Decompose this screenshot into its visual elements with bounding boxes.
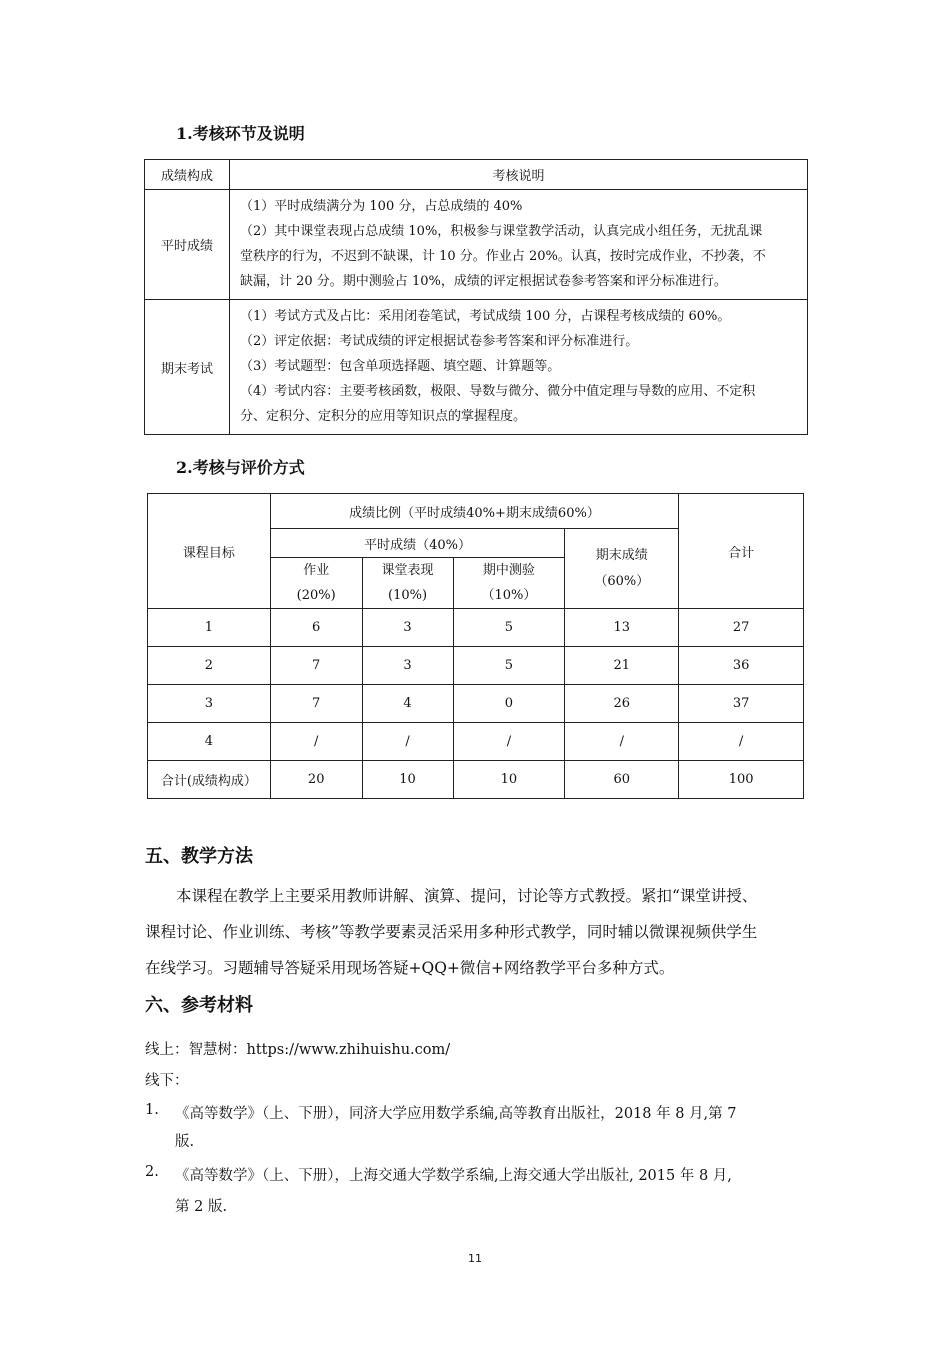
ref-number: 2. [145, 1164, 159, 1180]
header-row-1 [148, 494, 804, 529]
header-total: 合计 [679, 494, 804, 609]
cell-total: 36 [679, 647, 804, 685]
sub-pct: (20%) [296, 588, 336, 603]
header-final-pct: （60%） [594, 573, 650, 589]
row-label-usual: 平时成绩 [145, 190, 230, 300]
header-goal: 课程目标 [148, 494, 271, 609]
table-row-final [145, 300, 808, 435]
table-row [148, 685, 804, 723]
sub-name: 期中测验 [482, 563, 535, 578]
desc-line: （2）评定依据：考试成绩的评定根据试卷参考答案和评分标准进行。 [240, 334, 639, 349]
cell-goal: 3 [148, 685, 271, 723]
table-row [148, 723, 804, 761]
ref-line: 《高等数学》（上、下册），同济大学应用数学系编,高等教育出版社，2018 年 8 月,第 7 [175, 1106, 737, 1122]
header-final-name: 期末成绩 [595, 547, 648, 563]
cell-class: 3 [362, 647, 453, 685]
paragraph-line: 在线学习。习题辅导答疑采用现场答疑+QQ+微信+网络教学平台多种方式。 [145, 959, 675, 977]
section-2-title: 2.考核与评价方式 [176, 458, 305, 477]
table-header-row [145, 160, 808, 190]
table-row [148, 609, 804, 647]
cell-final: 13 [565, 609, 679, 647]
table-row [148, 647, 804, 685]
cell-final: 60 [565, 761, 679, 799]
sub-name: 课堂表现 [381, 563, 434, 578]
ref-line: 第 2 版. [175, 1199, 228, 1215]
cell-total: 27 [679, 609, 804, 647]
desc-line: （1）平时成绩满分为 100 分，占总成绩的 40% [240, 199, 523, 214]
ref-number: 1. [145, 1102, 159, 1118]
header-ratio: 成绩比例（平时成绩40%+期末成绩60%） [270, 494, 678, 529]
evaluation-table [147, 493, 804, 799]
ref-line: 《高等数学》（上、下册），上海交通大学数学系编,上海交通大学出版社, 2015 年 8 月, [175, 1168, 732, 1184]
assessment-table [144, 159, 808, 435]
cell-goal: 合计(成绩构成） [148, 761, 271, 799]
cell-homework: 6 [270, 609, 362, 647]
cell-total: 37 [679, 685, 804, 723]
desc-line: （1）考试方式及占比：采用闭卷笔试，考试成绩 100 分，占课程考核成绩的 60%。 [240, 309, 731, 324]
header-description: 考核说明 [230, 160, 808, 190]
cell-final: 26 [565, 685, 679, 723]
table-row-usual [145, 190, 808, 300]
cell-midterm: / [453, 723, 565, 761]
sub-pct: （10%） [481, 588, 537, 603]
cell-total: / [679, 723, 804, 761]
cell-total: 100 [679, 761, 804, 799]
desc-line: （2）其中课堂表现占总成绩 10%，积极参与课堂教学活动，认真完成小组任务，无扰乱课 [240, 224, 763, 239]
cell-goal: 1 [148, 609, 271, 647]
sub-pct: (10%) [388, 588, 428, 603]
sub-name: 作业 [303, 563, 330, 578]
row-desc-final [230, 300, 808, 435]
paragraph-line: 本课程在教学上主要采用教师讲解、演算、提问，讨论等方式教授。紧扣“课堂讲授、 [176, 887, 758, 905]
table-row-sum [148, 761, 804, 799]
ref-line: 版. [175, 1134, 195, 1150]
header-midterm [453, 558, 565, 609]
header-final [565, 529, 679, 609]
row-desc-usual [230, 190, 808, 300]
desc-line: 堂秩序的行为，不迟到不缺课，计 10 分。作业占 20%。认真，按时完成作业，不抄袭，不 [240, 249, 766, 264]
teaching-method-paragraph [145, 878, 815, 986]
section-5-title: 五、教学方法 [145, 846, 253, 867]
cell-class: 4 [362, 685, 453, 723]
desc-line: （4）考试内容：主要考核函数，极限、导数与微分、微分中值定理与导数的应用、不定积 [240, 384, 756, 399]
header-homework [270, 558, 362, 609]
cell-midterm: 5 [453, 609, 565, 647]
section-1-title: 1.考核环节及说明 [176, 124, 305, 143]
cell-midterm: 5 [453, 647, 565, 685]
cell-final: / [565, 723, 679, 761]
cell-class: / [362, 723, 453, 761]
cell-midterm: 0 [453, 685, 565, 723]
cell-homework: / [270, 723, 362, 761]
cell-goal: 2 [148, 647, 271, 685]
row-label-final: 期末考试 [145, 300, 230, 435]
cell-goal: 4 [148, 723, 271, 761]
cell-final: 21 [565, 647, 679, 685]
header-class-performance [362, 558, 453, 609]
cell-midterm: 10 [453, 761, 565, 799]
desc-line: 缺漏，计 20 分。期中测验占 10%，成绩的评定根据试卷参考答案和评分标准进行。 [240, 274, 727, 289]
desc-line: （3）考试题型：包含单项选择题、填空题、计算题等。 [240, 359, 561, 374]
cell-homework: 7 [270, 647, 362, 685]
online-reference: 线上：智慧树：https://www.zhihuishu.com/ [145, 1042, 451, 1058]
cell-homework: 20 [270, 761, 362, 799]
desc-line: 分、定积分、定积分的应用等知识点的掌握程度。 [240, 409, 527, 424]
cell-homework: 7 [270, 685, 362, 723]
page-number: 11 [468, 1252, 482, 1265]
cell-class: 10 [362, 761, 453, 799]
header-usual: 平时成绩（40%） [270, 529, 565, 558]
section-6-title: 六、参考材料 [145, 995, 253, 1016]
cell-class: 3 [362, 609, 453, 647]
paragraph-line: 课程讨论、作业训练、考核”等教学要素灵活采用多种形式教学，同时辅以微课视频供学生 [145, 923, 758, 941]
header-composition: 成绩构成 [145, 160, 230, 190]
offline-label: 线下： [145, 1073, 189, 1089]
